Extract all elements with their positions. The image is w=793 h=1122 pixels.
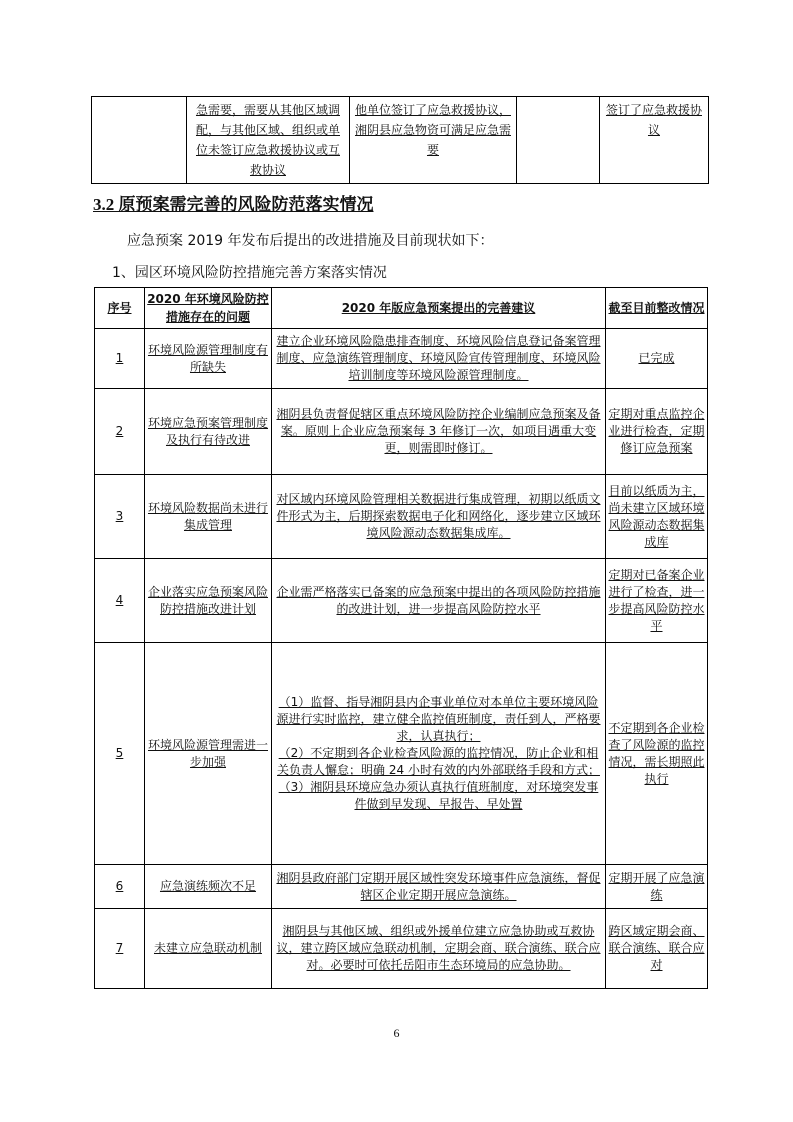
table-row [95,475,708,559]
row-status: 不定期到各企业检查了风险源的监控情况，需长期照此执行 [606,643,708,865]
row-suggestion: 企业需严格落实已备案的应急预案中提出的各项风险防控措施的改进计划，进一步提高风险防控水平 [272,559,606,643]
row-status: 已完成 [606,329,708,389]
row-suggestion: 湘阴县负责督促辖区重点环境风险防控企业编制应急预案及备案。原则上企业应急预案每 3 年修订一次，如项目遇重大变更，则需即时修订。 [272,389,606,475]
section-heading: 3.2 原预案需完善的风险防范落实情况 [93,195,374,214]
row-status: 跨区域定期会商、联合演练、联合应对 [606,909,708,989]
row-no: 7 [95,909,145,989]
table-row [95,329,708,389]
row-problem: 环境应急预案管理制度及执行有待改进 [145,389,272,475]
row-no: 6 [95,865,145,909]
row-suggestion [272,643,606,865]
row-suggestion: 对区域内环境风险管理相关数据进行集成管理，初期以纸质文件形式为主，后期探索数据电子化和网络化，逐步建立区域环境风险源动态数据集成库。 [272,475,606,559]
row-problem: 应急演练频次不足 [145,865,272,909]
intro-paragraph: 应急预案 2019 年发布后提出的改进措施及目前现状如下： [127,233,494,249]
suggestion-item: （2）不定期到各企业检查风险源的监控情况，防止企业和相关负责人懈怠；明确 24 小时有效的内外部联络手段和方式； [277,746,600,777]
table-row [95,643,708,865]
row-no: 1 [95,329,145,389]
row-suggestion: 建立企业环境风险隐患排查制度、环境风险信息登记备案管理制度、应急演练管理制度、环境风险宣传管理制度、环境风险培训制度等环境风险源管理制度。 [272,329,606,389]
suggestion-item: （3）湘阴县环境应急办须认真执行值班制度，对环境突发事件做到早发现、早报告、早处置 [278,780,599,811]
header-suggestion: 2020 年版应急预案提出的完善建议 [272,288,606,329]
row-status: 定期开展了应急演练 [606,865,708,909]
row-problem: 环境风险源管理制度有所缺失 [145,329,272,389]
cell-blank [92,97,187,184]
cell-status: 签订了应急救援协议 [600,97,709,184]
continuation-table [91,96,709,184]
header-no: 序号 [95,288,145,329]
risk-measures-table [94,287,708,989]
row-suggestion: 湘阴县与其他区域、组织或外援单位建立应急协助或互救协议，建立跨区域应急联动机制，定期会商、联合演练、联合应对。必要时可依托岳阳市生态环境局的应急协助。 [272,909,606,989]
suggestion-item: （1）监督、指导湘阴县内企事业单位对本单位主要环境风险源进行实时监控，建立健全监控值班制度，责任到人，严格要求，认真执行； [276,695,601,743]
row-suggestion: 湘阴县政府部门定期开展区域性突发环境事件应急演练，督促辖区企业定期开展应急演练。 [272,865,606,909]
sub-heading: 1、园区环境风险防控措施完善方案落实情况 [112,265,387,281]
row-no: 3 [95,475,145,559]
table-header-row [95,288,708,329]
table-row [95,909,708,989]
header-problem: 2020 年环境风险防控措施存在的问题 [145,288,272,329]
cell-measure: 他单位签订了应急救援协议，湘阴县应急物资可满足应急需要 [350,97,517,184]
row-problem: 环境风险数据尚未进行集成管理 [145,475,272,559]
table-row [95,559,708,643]
row-no: 2 [95,389,145,475]
header-status: 截至目前整改情况 [606,288,708,329]
row-no: 5 [95,643,145,865]
row-status: 目前以纸质为主，尚未建立区域环境风险源动态数据集成库 [606,475,708,559]
cell-blank [517,97,600,184]
table-row [95,389,708,475]
row-no: 4 [95,559,145,643]
table-row [92,97,709,184]
row-problem: 环境风险源管理需进一步加强 [145,643,272,865]
row-status: 定期对重点监控企业进行检查，定期修订应急预案 [606,389,708,475]
page-number: 6 [393,1026,400,1040]
row-problem: 企业落实应急预案风险防控措施改进计划 [145,559,272,643]
table-row [95,865,708,909]
row-problem: 未建立应急联动机制 [145,909,272,989]
row-status: 定期对已备案企业进行了检查，进一步提高风险防控水平 [606,559,708,643]
cell-problem: 急需要，需要从其他区域调配，与其他区域、组织或单位未签订应急救援协议或互救协议 [187,97,350,184]
